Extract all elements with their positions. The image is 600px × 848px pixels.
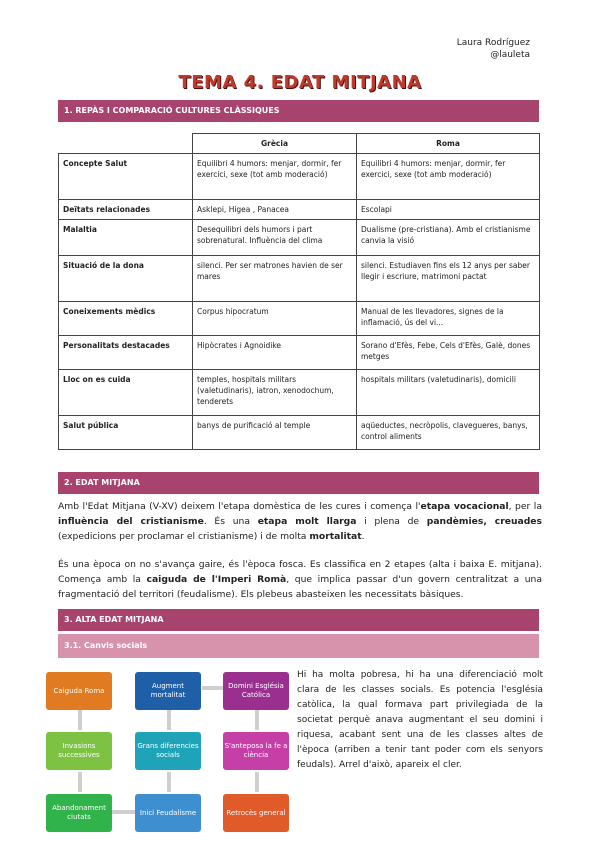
table-row <box>59 200 540 220</box>
connector <box>167 710 171 730</box>
connector <box>78 772 82 792</box>
table-header-roma: Roma <box>357 134 540 154</box>
row-label: Malaltia <box>59 220 193 256</box>
bold-term: mortalitat <box>309 531 362 542</box>
table-header-empty <box>59 134 193 154</box>
table-header-grecia: Grècia <box>193 134 357 154</box>
cell-grecia: Hipòcrates i Agnoidike <box>193 336 357 370</box>
row-label: Concepte Salut <box>59 154 193 200</box>
bold-term: etapa molt llarga <box>257 516 357 527</box>
connector <box>255 772 259 792</box>
row-label: Coneixements mèdics <box>59 302 193 336</box>
cell-grecia: Asklepi, Higea , Panacea <box>193 200 357 220</box>
subsection-heading-3-1: 3.1. Canvis socials <box>58 634 539 658</box>
connector <box>78 710 82 730</box>
table-row <box>59 370 540 416</box>
connector <box>255 710 259 730</box>
table-header-row <box>59 134 540 154</box>
text-run: , per la <box>508 501 542 512</box>
paragraph-edat-mitjana <box>58 499 542 544</box>
box-caiguda-roma: Caiguda Roma <box>46 672 112 710</box>
row-label: Personalitats destacades <box>59 336 193 370</box>
connector <box>112 810 136 814</box>
text-run: , que implica passar d'un govern centralitzat a una fragmentació del territori (feudalisme). Els plebeus abasteixen les necessitats bàsiques. <box>58 574 542 600</box>
cell-grecia: silenci. Per ser matrones havien de ser mares <box>193 256 357 302</box>
text-run: . <box>361 531 365 542</box>
cell-grecia: Corpus hipocratum <box>193 302 357 336</box>
cell-roma: Equilibri 4 humors: menjar, dormir, fer exercici, sexe (tot amb moderació) <box>357 154 540 200</box>
cell-roma: silenci. Estudiaven fins els 12 anys per saber llegir i escriure, matrimoni pactat <box>357 256 540 302</box>
text-run: i plena de <box>356 516 427 527</box>
comparison-table <box>58 133 540 450</box>
table-row <box>59 416 540 450</box>
bold-term: etapa vocacional <box>420 501 509 512</box>
paragraph-epoca-fosca <box>58 557 542 602</box>
bold-term: caiguda de l'Imperi Romà <box>146 574 287 585</box>
bold-term: pandèmies, creuades <box>426 516 542 527</box>
cell-grecia: temples, hospitals militars (valetudinaris), iatron, xenodochum, tenderets <box>193 370 357 416</box>
cell-roma: Escolapi <box>357 200 540 220</box>
section-heading-1: 1. REPÀS I COMPARACIÓ CULTURES CLÀSSIQUES <box>58 100 539 122</box>
box-domini-esglesia: Domini Església Católica <box>223 672 289 710</box>
author-block <box>457 37 530 61</box>
cell-roma: Manual de les llevadores, signes de la inflamació, ús del vi... <box>357 302 540 336</box>
box-invasions: Invasions successives <box>46 732 112 770</box>
row-label: Deïtats relacionades <box>59 200 193 220</box>
text-run: Amb l'Edat Mitjana (V-XV) deixem l'etapa domèstica de les cures i comença l' <box>58 501 421 512</box>
box-fe-ciencia: S'anteposa la fe a ciència <box>223 732 289 770</box>
connector <box>202 686 224 690</box>
table-row <box>59 256 540 302</box>
connector <box>167 772 171 792</box>
text-run: (expedicions per proclamar el cristianisme) i de molta <box>58 531 310 542</box>
table-row <box>59 154 540 200</box>
box-feudalisme: Inici Feudalisme <box>135 794 201 832</box>
text-run: És una època on no s'avança gaire, és l'època fosca. Es classifica en 2 etapes (alta i baixa E. mitjana). Comença amb la <box>58 559 542 585</box>
table-row <box>59 336 540 370</box>
social-changes-diagram <box>46 668 296 838</box>
table-row <box>59 302 540 336</box>
row-label: Situació de la dona <box>59 256 193 302</box>
author-name: Laura Rodríguez <box>456 38 530 48</box>
row-label: Salut pública <box>59 416 193 450</box>
box-diferencies: Grans diferencies socials <box>135 732 201 770</box>
box-abandonament: Abandonament ciutats <box>46 794 112 832</box>
page-title: TEMA 4. EDAT MITJANA <box>178 72 422 93</box>
cell-roma: Sorano d'Efès, Febe, Cels d'Efès, Galè, dones metges <box>357 336 540 370</box>
author-handle: @lauleta <box>490 50 530 60</box>
cell-roma: Dualisme (pre-cristiana). Amb el cristianisme canvia la visió <box>357 220 540 256</box>
cell-roma: hospitals militars (valetudinaris), domicili <box>357 370 540 416</box>
cell-grecia: Desequilibri dels humors i part sobrenatural. Influència del clima <box>193 220 357 256</box>
section-heading-3: 3. ALTA EDAT MITJANA <box>58 609 539 631</box>
row-label: Lloc on es cuida <box>59 370 193 416</box>
social-changes-text: Hi ha molta pobresa, hi ha una diferenciació molt clara de les classes socials. Es potencia l'església catòlica, la qual formava part privilegiada de la societat perquè anava augmentant el seu domini i riquesa, acabant sent una de les classes altes de l'època (arriben a tenir tant poder com els senyors feudals). Arrel d'això, apareix el cler. <box>297 670 543 770</box>
section-heading-2: 2. EDAT MITJANA <box>58 472 539 494</box>
table-row <box>59 220 540 256</box>
text-run: . És una <box>203 516 258 527</box>
cell-grecia: banys de purificació al temple <box>193 416 357 450</box>
cell-roma: aqüeductes, necròpolis, clavegueres, banys, control aliments <box>357 416 540 450</box>
box-augment-mortalitat: Augment mortalitat <box>135 672 201 710</box>
bold-term: influència del cristianisme <box>58 516 204 527</box>
cell-grecia: Equilibri 4 humors: menjar, dormir, fer exercici, sexe (tot amb moderació) <box>193 154 357 200</box>
box-retroces: Retrocès general <box>223 794 289 832</box>
